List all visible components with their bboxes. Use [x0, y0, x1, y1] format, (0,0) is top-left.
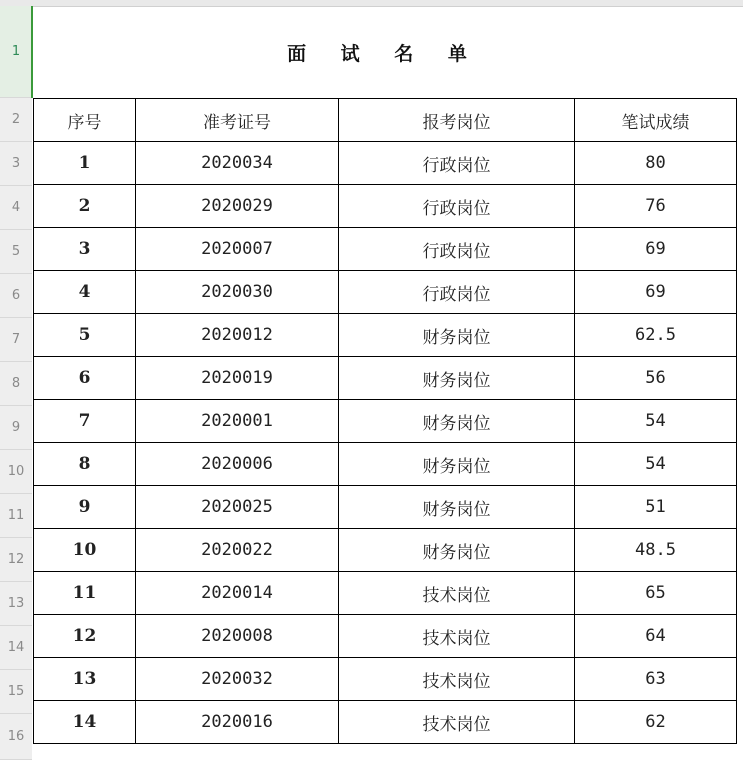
row-number-11[interactable]: 11 — [0, 494, 32, 538]
table-header-row — [34, 99, 737, 142]
cell-seq[interactable]: 4 — [34, 271, 136, 314]
table-row — [34, 314, 737, 357]
table-row — [34, 701, 737, 744]
cell-seq[interactable]: 11 — [34, 572, 136, 615]
cell-position[interactable]: 财务岗位 — [339, 357, 575, 400]
cell-position[interactable]: 技术岗位 — [339, 615, 575, 658]
cell-seq[interactable]: 9 — [34, 486, 136, 529]
cell-exam-id[interactable]: 2020016 — [136, 701, 339, 744]
row-number-14[interactable]: 14 — [0, 626, 32, 670]
row-number-3[interactable]: 3 — [0, 142, 32, 186]
cell-exam-id[interactable]: 2020019 — [136, 357, 339, 400]
cell-exam-id[interactable]: 2020029 — [136, 185, 339, 228]
row-number-7[interactable]: 7 — [0, 318, 32, 362]
cell-score[interactable]: 54 — [575, 443, 737, 486]
table-row — [34, 271, 737, 314]
sheet-title-cell[interactable]: 面 试 名 单 — [287, 42, 481, 65]
cell-position[interactable]: 技术岗位 — [339, 572, 575, 615]
cell-seq[interactable]: 7 — [34, 400, 136, 443]
row-number-13[interactable]: 13 — [0, 582, 32, 626]
header-cell-exam-id[interactable]: 准考证号 — [136, 99, 339, 142]
cell-seq[interactable]: 12 — [34, 615, 136, 658]
table-row — [34, 529, 737, 572]
row-number-4[interactable]: 4 — [0, 186, 32, 230]
cell-exam-id[interactable]: 2020008 — [136, 615, 339, 658]
cell-position[interactable]: 财务岗位 — [339, 486, 575, 529]
table-row — [34, 400, 737, 443]
table-row — [34, 486, 737, 529]
table-row — [34, 615, 737, 658]
row-number-8[interactable]: 8 — [0, 362, 32, 406]
row-number-12[interactable]: 12 — [0, 538, 32, 582]
table-row — [34, 443, 737, 486]
row-number-16[interactable]: 16 — [0, 714, 32, 760]
cell-seq[interactable]: 5 — [34, 314, 136, 357]
cell-seq[interactable]: 13 — [34, 658, 136, 701]
cell-position[interactable]: 行政岗位 — [339, 271, 575, 314]
cell-score[interactable]: 65 — [575, 572, 737, 615]
cell-exam-id[interactable]: 2020006 — [136, 443, 339, 486]
cell-position[interactable]: 行政岗位 — [339, 228, 575, 271]
cell-position[interactable]: 财务岗位 — [339, 314, 575, 357]
row-number-gutter — [0, 6, 32, 760]
cell-exam-id[interactable]: 2020034 — [136, 142, 339, 185]
cell-score[interactable]: 64 — [575, 615, 737, 658]
cell-score[interactable]: 56 — [575, 357, 737, 400]
table-row — [34, 357, 737, 400]
cell-score[interactable]: 51 — [575, 486, 737, 529]
cell-score[interactable]: 69 — [575, 228, 737, 271]
row-number-1[interactable]: 1 — [0, 6, 32, 98]
cell-seq[interactable]: 8 — [34, 443, 136, 486]
cell-seq[interactable]: 6 — [34, 357, 136, 400]
cell-position[interactable]: 技术岗位 — [339, 658, 575, 701]
cell-position[interactable]: 财务岗位 — [339, 400, 575, 443]
cell-score[interactable]: 54 — [575, 400, 737, 443]
row-number-5[interactable]: 5 — [0, 230, 32, 274]
header-cell-seq[interactable]: 序号 — [34, 99, 136, 142]
cell-exam-id[interactable]: 2020022 — [136, 529, 339, 572]
row-number-10[interactable]: 10 — [0, 450, 32, 494]
cell-score[interactable]: 62.5 — [575, 314, 737, 357]
cell-score[interactable]: 62 — [575, 701, 737, 744]
row-number-15[interactable]: 15 — [0, 670, 32, 714]
row-number-9[interactable]: 9 — [0, 406, 32, 450]
cell-score[interactable]: 80 — [575, 142, 737, 185]
cell-position[interactable]: 行政岗位 — [339, 142, 575, 185]
row-number-6[interactable]: 6 — [0, 274, 32, 318]
cell-seq[interactable]: 1 — [34, 142, 136, 185]
cell-position[interactable]: 财务岗位 — [339, 529, 575, 572]
cell-score[interactable]: 48.5 — [575, 529, 737, 572]
header-cell-score[interactable]: 笔试成绩 — [575, 99, 737, 142]
table-row — [34, 658, 737, 701]
row-number-2[interactable]: 2 — [0, 98, 32, 142]
cell-exam-id[interactable]: 2020032 — [136, 658, 339, 701]
interview-list-table — [33, 98, 737, 744]
cell-position[interactable]: 行政岗位 — [339, 185, 575, 228]
header-cell-position[interactable]: 报考岗位 — [339, 99, 575, 142]
table-row — [34, 185, 737, 228]
cell-seq[interactable]: 10 — [34, 529, 136, 572]
cell-score[interactable]: 63 — [575, 658, 737, 701]
table-row — [34, 228, 737, 271]
cell-exam-id[interactable]: 2020014 — [136, 572, 339, 615]
table-row — [34, 142, 737, 185]
cell-exam-id[interactable]: 2020030 — [136, 271, 339, 314]
cell-score[interactable]: 76 — [575, 185, 737, 228]
cell-seq[interactable]: 2 — [34, 185, 136, 228]
cell-exam-id[interactable]: 2020001 — [136, 400, 339, 443]
cell-seq[interactable]: 14 — [34, 701, 136, 744]
cell-exam-id[interactable]: 2020007 — [136, 228, 339, 271]
cell-score[interactable]: 69 — [575, 271, 737, 314]
cell-seq[interactable]: 3 — [34, 228, 136, 271]
cell-position[interactable]: 财务岗位 — [339, 443, 575, 486]
cell-exam-id[interactable]: 2020025 — [136, 486, 339, 529]
table-row — [34, 572, 737, 615]
cell-exam-id[interactable]: 2020012 — [136, 314, 339, 357]
cell-position[interactable]: 技术岗位 — [339, 701, 575, 744]
